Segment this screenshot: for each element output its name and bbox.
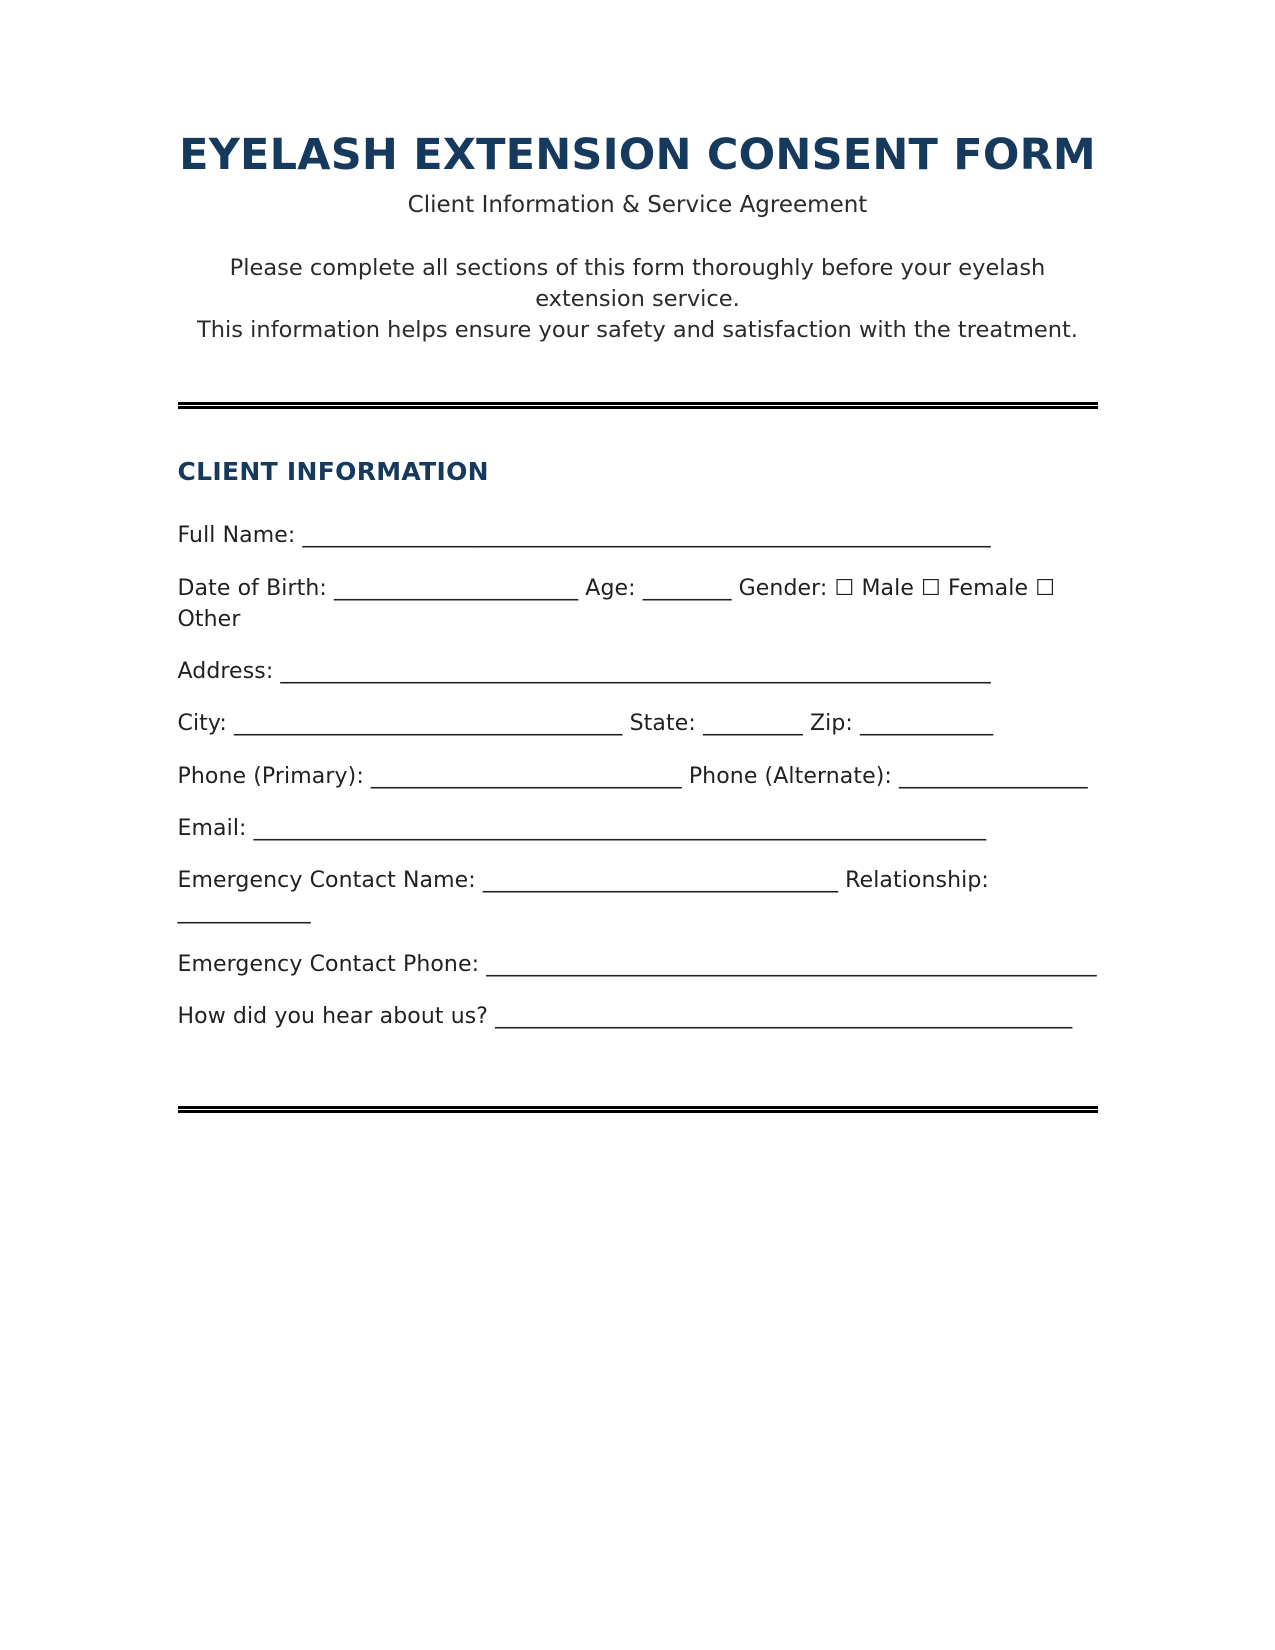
intro-line-1: Please complete all sections of this form thoroughly before your eyelash extension service. — [229, 255, 1046, 312]
field-email[interactable]: Email: __________________________________________________________________ — [177, 815, 987, 841]
field-full-name[interactable]: Full Name: ______________________________________________________________ — [177, 523, 991, 549]
client-information-fields — [178, 520, 1098, 1032]
field-emergency-contact-phone[interactable]: Emergency Contact Phone: _______________________________________________________ — [177, 951, 1097, 977]
page-title: EYELASH EXTENSION CONSENT FORM — [179, 130, 1096, 180]
section-divider — [178, 1106, 1098, 1113]
field-address[interactable]: Address: ________________________________________________________________ — [177, 659, 991, 685]
document-header — [0, 0, 1275, 345]
form-body — [178, 457, 1098, 1032]
field-emergency-contact-name-relationship[interactable]: Emergency Contact Name: ________________________________ Relationship: ____________ — [177, 868, 989, 925]
field-city-state-zip[interactable]: City: ___________________________________ State: _________ Zip: ____________ — [177, 711, 994, 737]
field-how-did-you-hear-about-us[interactable]: How did you hear about us? ____________________________________________________ — [177, 1003, 1073, 1029]
field-phone-primary-alternate[interactable]: Phone (Primary): ____________________________ Phone (Alternate): _________________ — [177, 763, 1088, 789]
field-date-of-birth-age-gender[interactable]: Date of Birth: ______________________ Age: ________ Gender: ☐ Male ☐ Female ☐ Other — [177, 575, 1056, 632]
intro-line-2: This information helps ensure your safety and satisfaction with the treatment. — [197, 316, 1078, 343]
intro-paragraph — [188, 253, 1088, 345]
page-subtitle: Client Information & Service Agreement — [407, 192, 868, 219]
section-heading-client-information: CLIENT INFORMATION — [177, 457, 489, 487]
header-divider — [178, 402, 1098, 409]
